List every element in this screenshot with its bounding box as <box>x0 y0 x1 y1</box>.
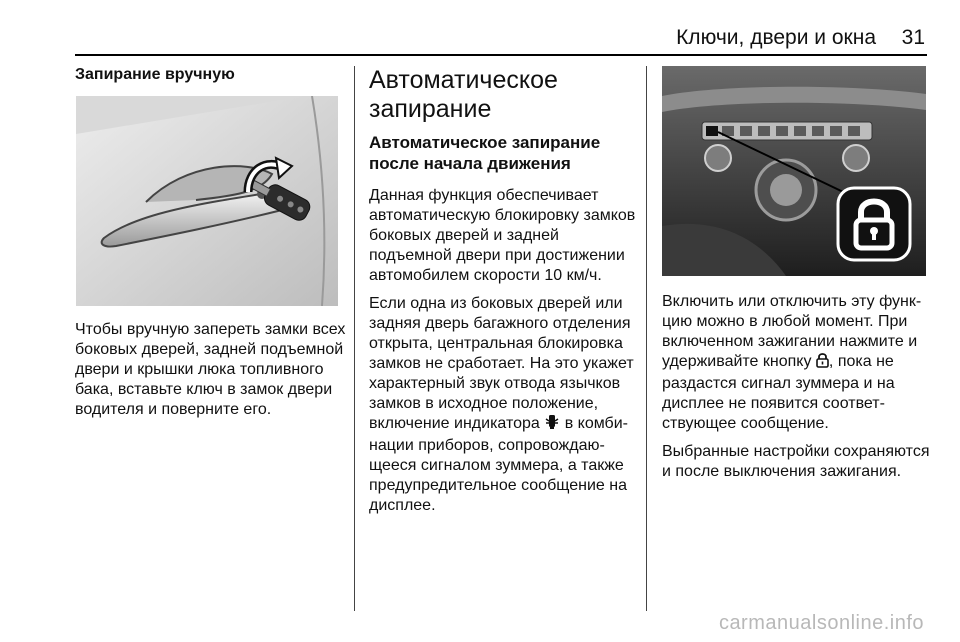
padlock-icon <box>836 186 912 267</box>
toggle-function-paragraph <box>662 292 930 434</box>
auto-lock-text-a: Если одна из боковых дверей или задняя дверь багажного отделения открыта, центральная блокировка замков не сработает. На это укажет характерный звук отвода язычков замков в исходное положение, включение индикатора <box>369 295 634 432</box>
door-handle-illustration <box>76 96 338 306</box>
section-heading: Автоматическое запирание <box>369 66 558 123</box>
lock-button-icon <box>816 352 829 374</box>
toggle-text-b: , пока не раздастся сигнал зуммера и на дисплее не появится соответствующее сообщение. <box>662 353 895 432</box>
watermark: carmanualsonline.info <box>718 612 924 634</box>
header-title: Ключи, двери и окна <box>676 26 876 49</box>
left-paragraph <box>75 320 347 420</box>
toggle-text-a: Включить или отключить эту функцию можно в любой момент. При включенном зажигании нажмите и удерживайте кнопку <box>662 293 922 370</box>
door-open-indicator-icon <box>544 414 560 436</box>
section-subheading: Автоматическое запирание после начала движения <box>369 133 601 173</box>
section-label: Запирание вручную <box>75 66 235 83</box>
right-paragraphs <box>662 292 930 490</box>
settings-saved-paragraph: Выбранные настройки сохраняются и после выключения зажигания. <box>662 443 930 480</box>
column-divider-right <box>646 66 647 611</box>
middle-column <box>369 66 637 524</box>
column-divider-left <box>354 66 355 611</box>
manual-lock-text: Чтобы вручную запереть замки всех боковых дверей, задней подъемной двери и крышки люка топливного бака, вставьте ключ в замок двери водителя и поверните его. <box>75 321 346 418</box>
auto-lock-paragraph-2 <box>369 294 637 516</box>
dashboard-lock-illustration <box>662 66 926 276</box>
header-rule <box>75 54 927 56</box>
page-number: 31 <box>901 26 925 49</box>
auto-lock-text-b: в комбинации приборов, сопровождающееся сигналом зуммера, а также предупредительное сообщение на дисплее. <box>369 415 628 514</box>
auto-lock-paragraph-1: Данная функция обеспечивает автоматическую блокировку замков боковых дверей и задней подъемной двери при достижении автомобилем скорости 10 км/ч. <box>369 187 636 284</box>
